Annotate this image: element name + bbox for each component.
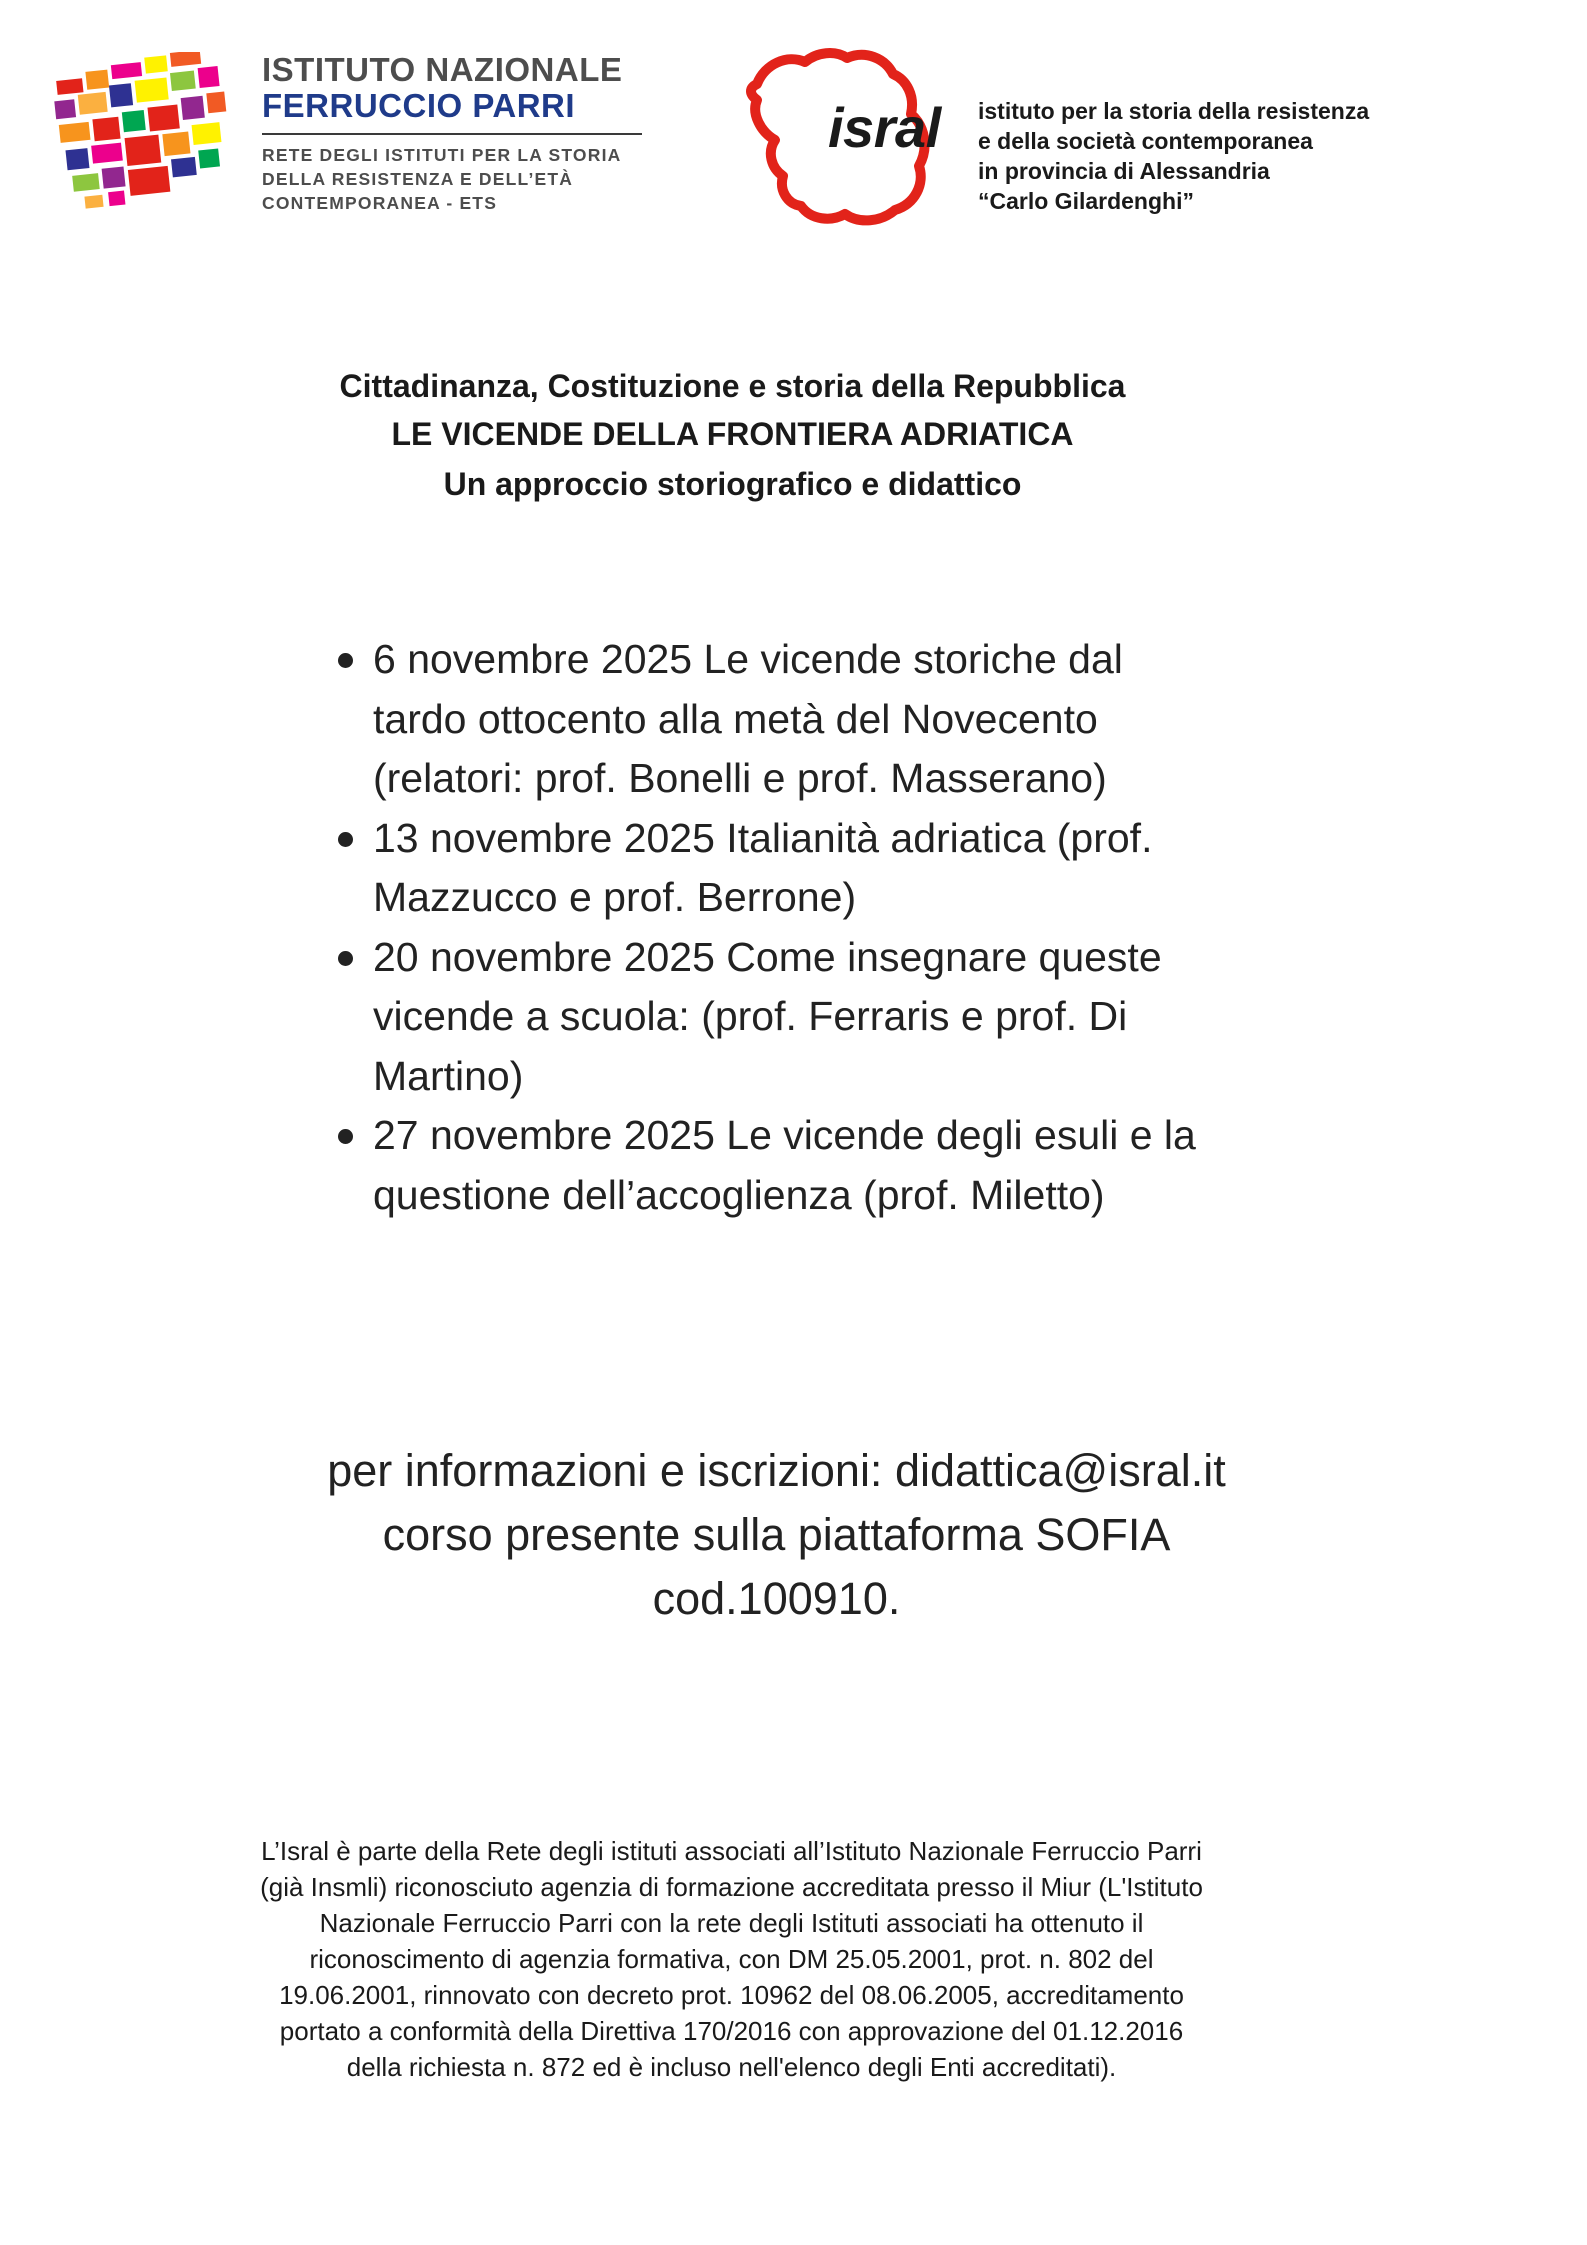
parri-title-line2: FERRUCCIO PARRI	[262, 87, 576, 124]
agenda-line: vicende a scuola: (prof. Ferraris e prof. Di	[373, 993, 1128, 1039]
agenda-line: (relatori: prof. Bonelli e prof. Masserano)	[373, 755, 1107, 801]
parri-subtitle-line2: DELLA RESISTENZA E DELL’ETÀ	[262, 169, 574, 189]
agenda-line: 27 novembre 2025 Le vicende degli esuli e la	[373, 1112, 1196, 1158]
bullet-icon	[338, 951, 353, 966]
isral-subtitle-line3: in provincia di Alessandria	[978, 158, 1270, 184]
contact-info: per informazioni e iscrizioni: didattica@isral.it	[327, 1445, 1226, 1496]
parri-title-line1: ISTITUTO NAZIONALE	[262, 51, 623, 88]
platform-info: corso presente sulla piattaforma SOFIA	[382, 1509, 1171, 1560]
agenda-item	[328, 1106, 1268, 1225]
footer-line: (già Insmli) riconosciuto agenzia di formazione accreditata presso il Miur (L'Istituto	[260, 1872, 1203, 1902]
course-series-title: Cittadinanza, Costituzione e storia della Repubblica	[339, 368, 1126, 404]
parri-subtitle-line1: RETE DEGLI ISTITUTI PER LA STORIA	[262, 145, 622, 165]
bullet-icon	[338, 653, 353, 668]
bullet-icon	[338, 832, 353, 847]
footer-line: portato a conformità della Direttiva 170/2016 con approvazione del 01.12.2016	[279, 2016, 1184, 2046]
agenda-line: 6 novembre 2025 Le vicende storiche dal	[373, 636, 1123, 682]
course-code: cod.100910.	[652, 1573, 901, 1624]
footer-line: 19.06.2001, rinnovato con decreto prot. 10962 del 08.06.2005, accreditamento	[279, 1980, 1184, 2010]
parri-subtitle-line3: CONTEMPORANEA - ETS	[262, 193, 498, 213]
agenda-item	[328, 809, 1268, 928]
footer-line: della richiesta n. 872 ed è incluso nell'elenco degli Enti accreditati).	[346, 2052, 1117, 2082]
agenda-line: 13 novembre 2025 Italianità adriatica (prof.	[373, 814, 1153, 861]
agenda-item	[328, 928, 1268, 1107]
course-subtitle: Un approccio storiografico e didattico	[443, 466, 1022, 502]
isral-subtitle-line1: istituto per la storia della resistenza	[978, 98, 1370, 124]
agenda-line: 20 novembre 2025 Come insegnare queste	[373, 933, 1162, 980]
agenda-line: questione dell’accoglienza (prof. Miletto)	[373, 1171, 1105, 1218]
isral-subtitle-line4: “Carlo Gilardenghi”	[978, 188, 1194, 214]
agenda-line: Mazzucco e prof. Berrone)	[373, 874, 857, 920]
footer-line: riconoscimento di agenzia formativa, con DM 25.05.2001, prot. n. 802 del	[309, 1944, 1154, 1974]
course-title: LE VICENDE DELLA FRONTIERA ADRIATICA	[391, 416, 1074, 452]
agenda-line: Martino)	[373, 1052, 524, 1099]
agenda-line: tardo ottocento alla metà del Novecento	[373, 695, 1098, 742]
footer-line: Nazionale Ferruccio Parri con la rete degli Istituti associati ha ottenuto il	[319, 1908, 1144, 1938]
footer-line: L’Isral è parte della Rete degli istituti associati all’Istituto Nazionale Ferruccio Parri	[261, 1836, 1202, 1866]
agenda-item	[328, 630, 1268, 809]
parri-logo-mosaic	[50, 52, 240, 212]
parri-divider	[262, 133, 642, 135]
agenda-list	[328, 630, 1268, 1225]
bullet-icon	[338, 1129, 353, 1144]
isral-wordmark: isral	[828, 96, 941, 159]
isral-subtitle-line2: e della società contemporanea	[978, 128, 1313, 154]
